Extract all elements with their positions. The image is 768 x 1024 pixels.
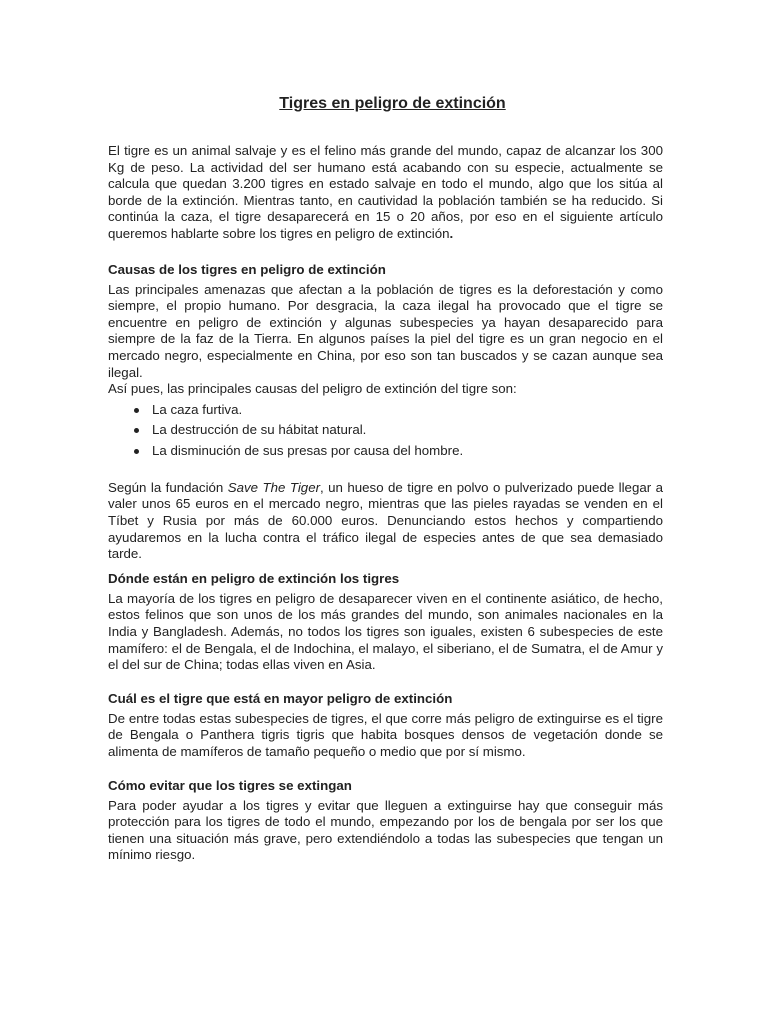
- list-item-text: La caza furtiva.: [152, 401, 243, 417]
- causas-list-intro: Así pues, las principales causas del peligro de extinción del tigre son:: [108, 381, 517, 397]
- document-title: Tigres en peligro de extinción: [279, 95, 506, 112]
- spacer: [108, 761, 663, 778]
- spacer: [108, 674, 663, 691]
- bullet-icon: [134, 408, 139, 413]
- heading-como: Cómo evitar que los tigres se extingan: [108, 777, 352, 793]
- list-item: [152, 422, 663, 439]
- fundacion-name: Save The Tiger: [227, 479, 321, 495]
- bullet-icon: [134, 428, 139, 433]
- heading-cual: Cuál es el tigre que está en mayor peligro de extinción: [108, 690, 453, 706]
- list-item: [152, 443, 663, 460]
- spacer: [108, 243, 663, 262]
- causas-paragraph: Las principales amenazas que afectan a la población de tigres es la deforestación y como siempre, el propio humano. Por desgracia, la caza ilegal ha provocado que el tigre se encuentre en peligro de extinción y algunas subespecies ya hayan desaparecido para siempre de la faz de la Tierra. En algunos países la piel del tigre es un gran negocio en el mercado negro, especialmente en China, por eso son tan buscados y se cazan aunque sea ilegal.: [108, 281, 663, 380]
- spacer: [108, 563, 663, 571]
- spacer: [108, 463, 663, 480]
- intro-text: El tigre es un animal salvaje y es el felino más grande del mundo, capaz de alcanzar los 300 Kg de peso. La actividad del ser humano está acabando con su especie, actualmente se calcula que quedan 3.200 tigres en estado salvaje en todo el mundo, algo que los sitúa al borde de la extinción. Mientras tanto, en cautividad la población también se ha reducido. Si continúa la caza, el tigre desaparecerá en 15 o 20 años, por eso en el siguiente artículo queremos hablarte sobre los tigres en peligro de extinción: [108, 143, 663, 241]
- fundacion-before: Según la fundación: [108, 479, 228, 495]
- heading-causas: Causas de los tigres en peligro de extinción: [108, 261, 386, 277]
- donde-paragraph: La mayoría de los tigres en peligro de desaparecer viven en el continente asiático, de hecho, estos felinos que son unos de los más grandes del mundo, son animales nacionales en la India y Bangladesh. Además, no todos los tigres son iguales, existen 6 subespecies de este mamífero: el de Bengala, el de Indochina, el malayo, el siberiano, el de Sumatra, el de Amur y el del sur de China; todas ellas viven en Asia.: [108, 590, 663, 673]
- intro-end-mark: .: [449, 225, 454, 241]
- document-content: [108, 94, 663, 864]
- cual-paragraph: De entre todas estas subespecies de tigres, el que corre más peligro de extinguirse es el tigre de Bengala o Panthera tigris tigris que habita bosques densos de vegetación donde se alimenta de mamíferos de tamaño pequeño o medio que por sí mismo.: [108, 710, 663, 760]
- intro-paragraph: [108, 143, 663, 243]
- heading-donde: Dónde están en peligro de extinción los tigres: [108, 570, 400, 586]
- fundacion-after: , un hueso de tigre en polvo o pulverizado puede llegar a valer unos 65 euros en el mercado negro, mientras que las pieles rayadas se venden en el Tíbet y Rusia por más de 60.000 euros. Denunciando estos hechos y compartiendo ayudaremos en la lucha contra el tráfico ilegal de especies antes de que sea demasiado tarde.: [108, 479, 663, 562]
- causas-bullet-list: [108, 402, 663, 459]
- fundacion-paragraph: [108, 480, 663, 563]
- list-item-text: La disminución de sus presas por causa del hombre.: [152, 442, 464, 458]
- bullet-icon: [134, 449, 139, 454]
- como-paragraph: Para poder ayudar a los tigres y evitar que lleguen a extinguirse hay que conseguir más protección para los tigres de todo el mundo, empezando por los de bengala por ser los que tienen una situación más grave, pero extendiéndolo a todas las subespecies que tengan un mínimo riesgo.: [108, 797, 663, 863]
- list-item: [152, 402, 663, 419]
- list-item-text: La destrucción de su hábitat natural.: [152, 422, 367, 438]
